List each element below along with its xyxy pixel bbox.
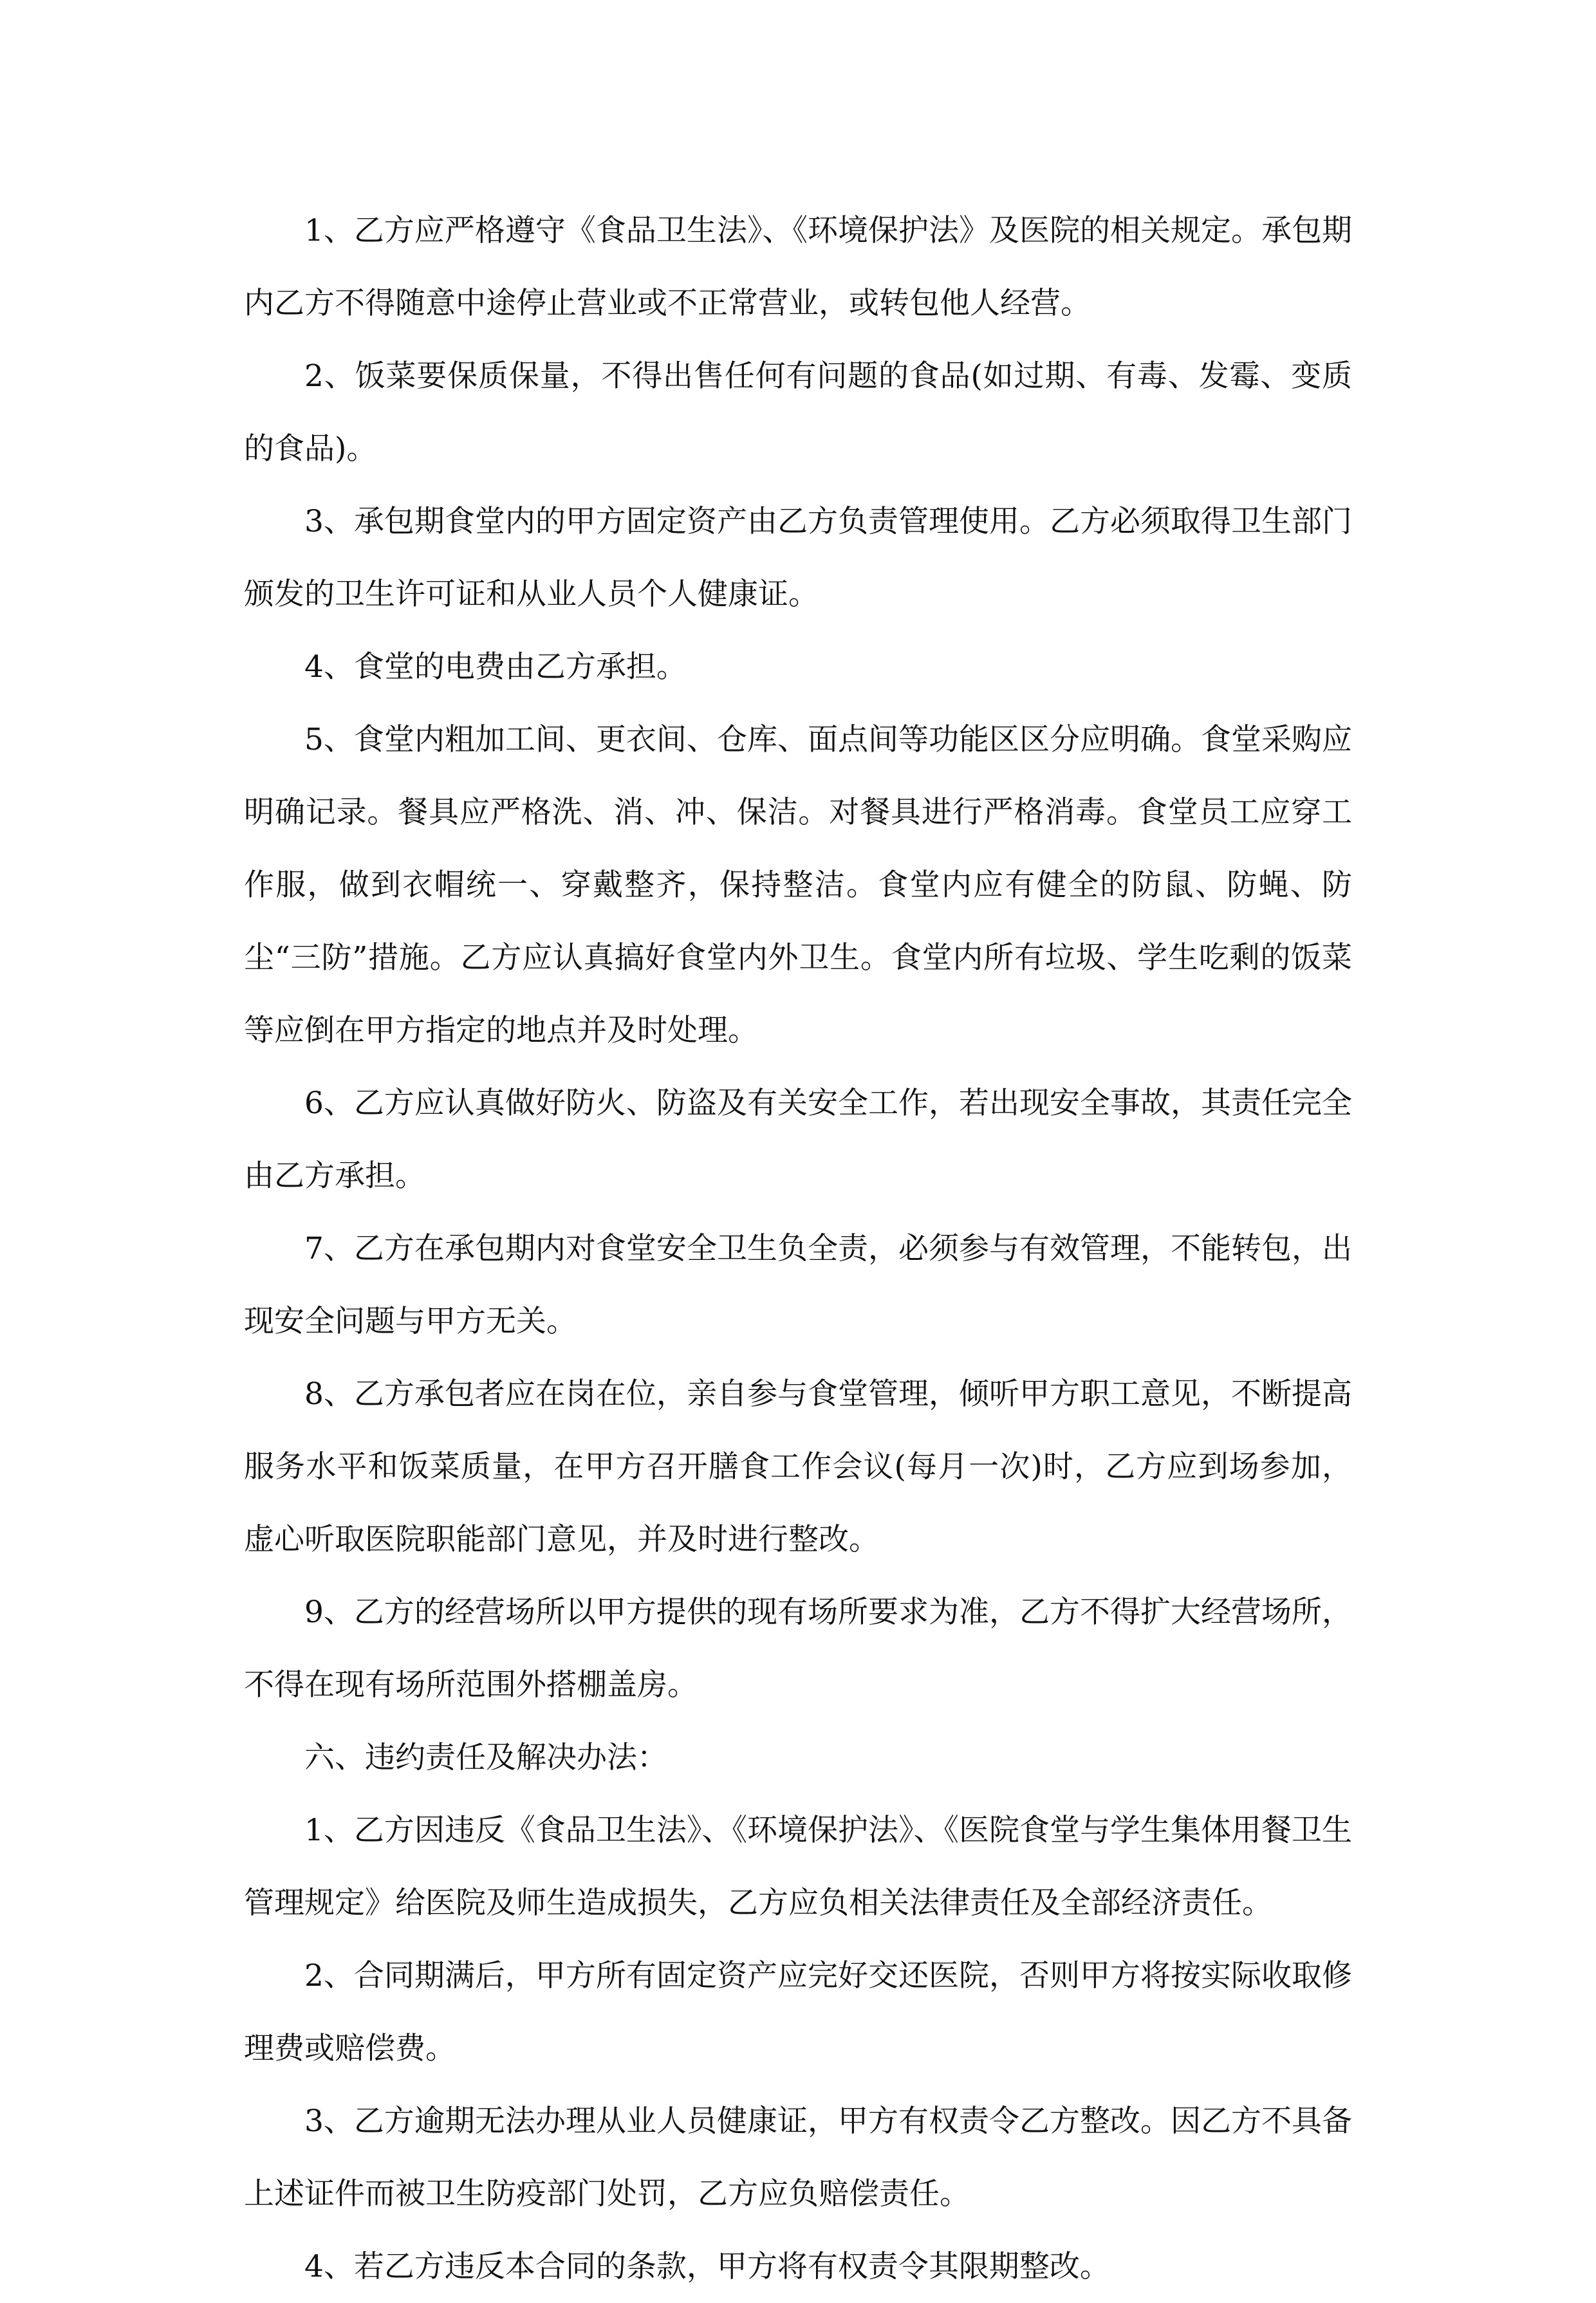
clause-paragraph: 4、若乙方违反本合同的条款，甲方将有权责令其限期整改。 bbox=[304, 2249, 1110, 2284]
clause-paragraph: 1、乙方应严格遵守《食品卫生法》、《环境保护法》及医院的相关规定。承包期内乙方不得随意中途停止营业或不正常营业，或转包他人经营。 bbox=[244, 213, 1352, 321]
clause-paragraph: 1、乙方因违反《食品卫生法》、《环境保护法》、《医院食堂与学生集体用餐卫生管理规定》给医院及师生造成损失，乙方应负相关法律责任及全部经济责任。 bbox=[244, 1813, 1352, 1921]
clause-paragraph: 7、乙方在承包期内对食堂安全卫生负全责，必须参与有效管理，不能转包，出现安全问题与甲方无关。 bbox=[244, 1231, 1352, 1339]
clause-paragraph: 3、承包期食堂内的甲方固定资产由乙方负责管理使用。乙方必须取得卫生部门颁发的卫生许可证和从业人员个人健康证。 bbox=[244, 504, 1352, 612]
clause-paragraph: 9、乙方的经营场所以甲方提供的现有场所要求为准，乙方不得扩大经营场所，不得在现有场所范围外搭棚盖房。 bbox=[244, 1595, 1352, 1703]
clause-paragraph: 6、乙方应认真做好防火、防盗及有关安全工作，若出现安全事故，其责任完全由乙方承担。 bbox=[244, 1086, 1352, 1194]
clause-paragraph: 2、合同期满后，甲方所有固定资产应完好交还医院，否则甲方将按实际收取修理费或赔偿费。 bbox=[244, 1958, 1352, 2066]
clause-paragraph: 4、食堂的电费由乙方承担。 bbox=[304, 649, 687, 685]
document-body bbox=[244, 194, 1352, 2303]
clause-paragraph: 5、食堂内粗加工间、更衣间、仓库、面点间等功能区区分应明确。食堂采购应明确记录。餐具应严格洗、消、冲、保洁。对餐具进行严格消毒。食堂员工应穿工作服，做到衣帽统一、穿戴整齐，保持整洁。食堂内应有健全的防鼠、防蝇、防尘“三防”措施。乙方应认真搞好食堂内外卫生。食堂内所有垃圾、学生吃剩的饭菜等应倒在甲方指定的地点并及时处理。 bbox=[244, 722, 1352, 1048]
clause-paragraph: 3、乙方逾期无法办理从业人员健康证，甲方有权责令乙方整改。因乙方不具备上述证件而被卫生防疫部门处罚，乙方应负赔偿责任。 bbox=[244, 2104, 1352, 2212]
clause-paragraph: 8、乙方承包者应在岗在位，亲自参与食堂管理，倾听甲方职工意见，不断提高服务水平和饭菜质量，在甲方召开膳食工作会议(每月一次)时，乙方应到场参加，虚心听取医院职能部门意见，并及时进行整改。 bbox=[244, 1376, 1352, 1557]
section-heading: 六、违约责任及解决办法： bbox=[304, 1740, 667, 1775]
clause-paragraph: 2、饭菜要保质保量，不得出售任何有问题的食品(如过期、有毒、发霉、变质的食品)。 bbox=[244, 358, 1352, 467]
